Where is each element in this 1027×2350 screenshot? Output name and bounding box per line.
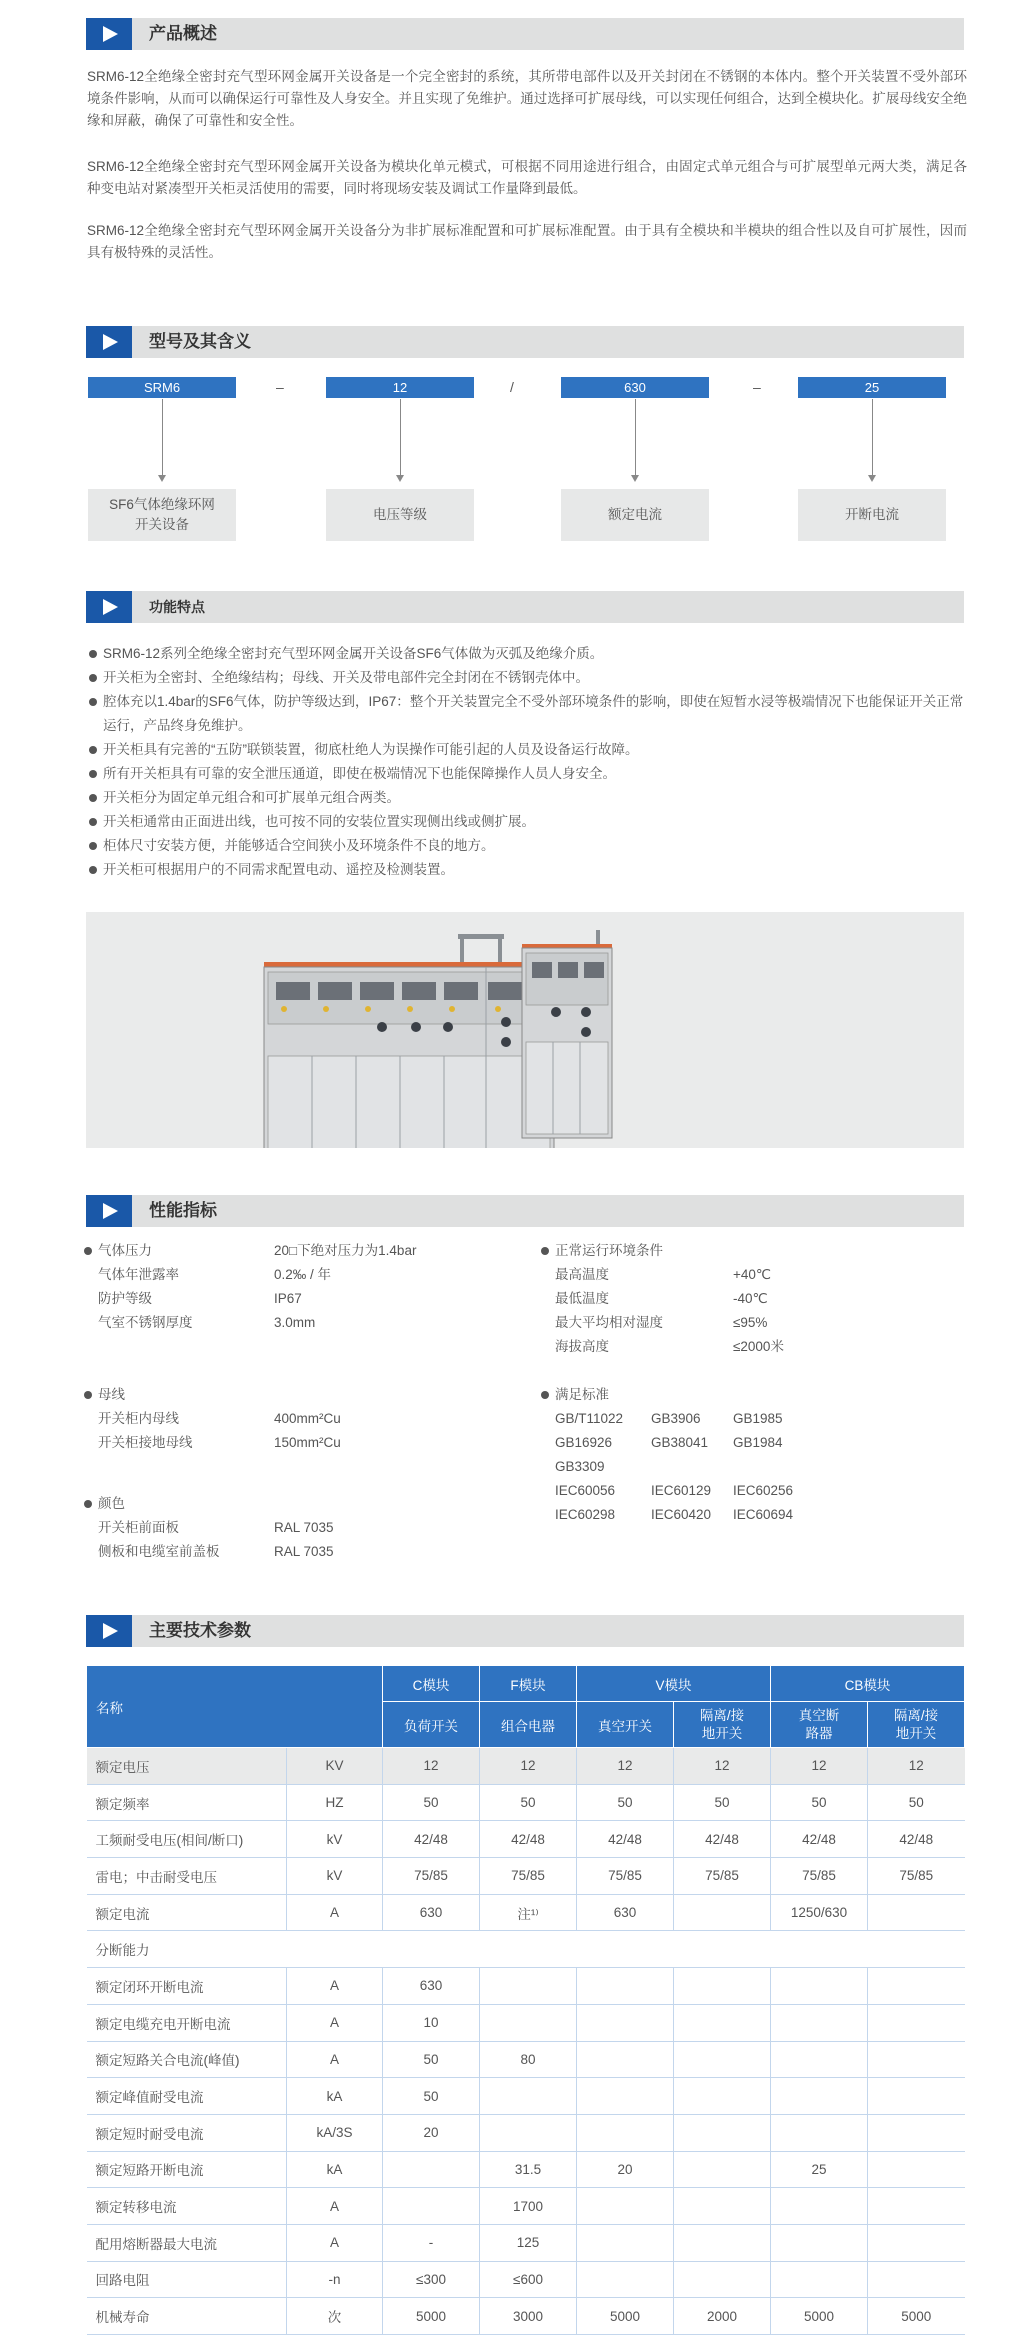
table-cell: [771, 2041, 868, 2078]
spec-group-title: 颜色: [84, 1492, 524, 1516]
table-row: [87, 1931, 965, 1968]
table-cell: 50: [577, 1784, 674, 1821]
table-cell: [868, 2261, 965, 2298]
section-header-features: [86, 591, 964, 623]
table-cell: 12: [383, 1748, 480, 1785]
table-row: [87, 2188, 965, 2225]
table-cell: [577, 2261, 674, 2298]
table-cell: 额定电流: [87, 1894, 287, 1931]
table-row: [87, 2224, 965, 2261]
table-row: [87, 1858, 965, 1895]
table-cell: 42/48: [674, 1821, 771, 1858]
table-cell: [674, 2078, 771, 2115]
arrow-down-icon: [868, 475, 876, 482]
table-cell: 80: [480, 2041, 577, 2078]
table-group-header: V模块: [577, 1666, 771, 1702]
table-row: [87, 1968, 965, 2005]
spec-group-title: 正常运行环境条件: [541, 1239, 961, 1263]
table-cell: 50: [480, 1784, 577, 1821]
table-sub-header: 隔离/接地开关: [868, 1702, 965, 1748]
table-cell: [577, 2188, 674, 2225]
table-cell: 630: [383, 1968, 480, 2005]
table-row: [87, 1894, 965, 1931]
table-cell: kA: [287, 2078, 383, 2115]
table-cell: [868, 2151, 965, 2188]
section-title: 性能指标: [149, 1201, 217, 1220]
list-item: 开关柜为全密封、全绝缘结构；母线、开关及带电部件完全封闭在不锈钢壳体中。: [87, 666, 967, 690]
arrow-down-icon: [631, 475, 639, 482]
model-code-description: 开断电流: [798, 489, 946, 541]
table-cell: -: [383, 2224, 480, 2261]
table-cell: [771, 2114, 868, 2151]
section-title: 产品概述: [149, 24, 217, 43]
table-cell: 12: [674, 1748, 771, 1785]
table-cell: [674, 2114, 771, 2151]
table-cell: [577, 1968, 674, 2005]
table-cell: [674, 2041, 771, 2078]
table-cell: [383, 2151, 480, 2188]
table-cell: 额定电压: [87, 1748, 287, 1785]
table-cell: 10: [383, 2004, 480, 2041]
table-cell: KV: [287, 1748, 383, 1785]
table-cell: [577, 2224, 674, 2261]
table-cell: 50: [771, 1784, 868, 1821]
spec-row: 防护等级 IP67: [98, 1291, 302, 1306]
table-cell: [771, 1968, 868, 2005]
table-cell: 12: [868, 1748, 965, 1785]
table-cell: [577, 2114, 674, 2151]
table-cell: 50: [868, 1784, 965, 1821]
table-cell: 雷电；中击耐受电压: [87, 1858, 287, 1895]
table-cell: 5000: [771, 2298, 868, 2335]
section-header-overview: [86, 18, 964, 50]
product-image: [86, 912, 964, 1148]
spec-row: 开关柜接地母线 150mm²Cu: [98, 1435, 341, 1450]
table-group-header: CB模块: [771, 1666, 965, 1702]
list-item: 开关柜通常由正面进出线，也可按不同的安装位置实现侧出线或侧扩展。: [87, 810, 967, 834]
table-cell: 20: [383, 2114, 480, 2151]
table-cell: 50: [383, 1784, 480, 1821]
model-code-part: 630: [561, 377, 709, 398]
table-cell: 31.5: [480, 2151, 577, 2188]
table-cell: [868, 2078, 965, 2115]
connector-line: [872, 399, 873, 479]
table-cell: [674, 2151, 771, 2188]
list-item: 腔体充以1.4bar的SF6气体，防护等级达到，IP67：整个开关装置完全不受外部环境条件的影响，即使在短暂水浸等极端情况下也能保证开关正常运行，产品终身免维护。: [87, 690, 967, 738]
list-item: 开关柜分为固定单元组合和可扩展单元组合两类。: [87, 786, 967, 810]
play-arrow-icon: [86, 1615, 132, 1647]
table-cell: 42/48: [577, 1821, 674, 1858]
table-cell: [480, 1968, 577, 2005]
table-cell: [868, 1894, 965, 1931]
table-cell: 20: [577, 2151, 674, 2188]
table-row: [87, 1821, 965, 1858]
feature-list: [87, 642, 967, 882]
table-cell: [480, 2078, 577, 2115]
table-cell: ≤600: [480, 2261, 577, 2298]
table-cell: [674, 2224, 771, 2261]
table-cell: 注¹⁾: [480, 1894, 577, 1931]
table-cell: 630: [577, 1894, 674, 1931]
table-row: [87, 2004, 965, 2041]
table-cell: 工频耐受电压(相间/断口): [87, 1821, 287, 1858]
table-cell: 25: [771, 2151, 868, 2188]
spec-group-title: 气体压力 20□下绝对压力为1.4bar: [84, 1239, 524, 1263]
section-title: 功能特点: [149, 599, 205, 615]
table-cell: [868, 2224, 965, 2261]
model-code-separator: –: [753, 379, 761, 395]
table-cell: [868, 2004, 965, 2041]
spec-row: 海拔高度 ≤2000米: [555, 1339, 784, 1354]
model-code-part: SRM6: [88, 377, 236, 398]
table-cell: kA/3S: [287, 2114, 383, 2151]
table-cell: [577, 2004, 674, 2041]
table-cell: 2000: [674, 2298, 771, 2335]
connector-line: [162, 399, 163, 479]
table-cell: 1700: [480, 2188, 577, 2225]
table-cell: 额定闭环开断电流: [87, 1968, 287, 2005]
spec-group-color: [84, 1492, 524, 1564]
table-cell: 42/48: [771, 1821, 868, 1858]
table-cell: [674, 2261, 771, 2298]
list-item: 所有开关柜具有可靠的安全泄压通道，即使在极端情况下也能保障操作人员人身安全。: [87, 762, 967, 786]
table-row: [87, 2114, 965, 2151]
spec-group-gas: [84, 1239, 524, 1335]
table-cell: 630: [383, 1894, 480, 1931]
spec-row: 气体年泄露率 0.2‰ / 年: [98, 1267, 332, 1282]
table-row: [87, 2078, 965, 2115]
table-cell: [674, 2004, 771, 2041]
table-cell: [577, 2041, 674, 2078]
table-cell: 额定短路关合电流(峰值): [87, 2041, 287, 2078]
table-row: [87, 2151, 965, 2188]
switchgear-illustration: [86, 912, 964, 1148]
table-cell: A: [287, 2004, 383, 2041]
table-cell: [771, 2078, 868, 2115]
overview-paragraph: SRM6-12全绝缘全密封充气型环网金属开关设备为模块化单元模式，可根据不同用途进行组合，由固定式单元组合与可扩展型单元两大类，满足各种变电站对紧凑型开关柜灵活使用的需要，同时将现场安装及调试工作量降到最低。: [87, 159, 967, 196]
table-group-header: C模块: [383, 1666, 480, 1702]
table-cell: kA: [287, 2151, 383, 2188]
list-item: 柜体尺寸安装方便，并能够适合空间狭小及环境条件不良的地方。: [87, 834, 967, 858]
model-code-description: 电压等级: [326, 489, 474, 541]
table-cell: 3000: [480, 2298, 577, 2335]
section-title: 型号及其含义: [149, 332, 251, 351]
table-cell: [577, 2078, 674, 2115]
table-cell: [480, 2004, 577, 2041]
table-cell: 额定电缆充电开断电流: [87, 2004, 287, 2041]
table-cell: HZ: [287, 1784, 383, 1821]
table-cell: 75/85: [480, 1858, 577, 1895]
table-cell: [674, 2188, 771, 2225]
model-code-description: 额定电流: [561, 489, 709, 541]
table-cell: 额定频率: [87, 1784, 287, 1821]
table-cell: ≤300: [383, 2261, 480, 2298]
table-cell: [868, 2114, 965, 2151]
table-cell: kV: [287, 1858, 383, 1895]
table-cell: [771, 2188, 868, 2225]
table-cell: 12: [577, 1748, 674, 1785]
table-cell: 回路电阻: [87, 2261, 287, 2298]
table-cell: A: [287, 1894, 383, 1931]
spec-group-title: 母线: [84, 1383, 524, 1407]
table-cell: 5000: [383, 2298, 480, 2335]
table-cell: 5000: [577, 2298, 674, 2335]
arrow-down-icon: [396, 475, 404, 482]
table-cell: [771, 2004, 868, 2041]
table-cell: [771, 2261, 868, 2298]
table-cell: 50: [383, 2078, 480, 2115]
table-cell: 12: [771, 1748, 868, 1785]
standards-list: GB/T11022 GB3906 GB1985 GB16926 GB38041 GB1984 GB3309 IEC60056 IEC60129 IEC60256 IEC60298 IEC60420 IEC60694: [555, 1411, 794, 1522]
table-sub-header: 负荷开关: [383, 1702, 480, 1748]
table-sub-header: 隔离/接地开关: [674, 1702, 771, 1748]
spec-group-title: 满足标准: [541, 1383, 961, 1407]
table-cell: A: [287, 2041, 383, 2078]
spec-row: 开关柜内母线 400mm²Cu: [98, 1411, 341, 1426]
table-cell: 75/85: [383, 1858, 480, 1895]
table-cell: 额定短路开断电流: [87, 2151, 287, 2188]
play-arrow-icon: [86, 1195, 132, 1227]
table-cell: 额定短时耐受电流: [87, 2114, 287, 2151]
model-code-separator: –: [276, 379, 284, 395]
table-row: [87, 2261, 965, 2298]
table-cell: 42/48: [480, 1821, 577, 1858]
table-cell: 次: [287, 2298, 383, 2335]
play-arrow-icon: [86, 18, 132, 50]
table-cell: 额定转移电流: [87, 2188, 287, 2225]
table-cell: 12: [480, 1748, 577, 1785]
spec-row: 侧板和电缆室前盖板 RAL 7035: [98, 1544, 334, 1559]
table-cell: [674, 1968, 771, 2005]
table-sub-header: 组合电器: [480, 1702, 577, 1748]
table-sub-header: 真空断路器: [771, 1702, 868, 1748]
spec-row: 开关柜前面板 RAL 7035: [98, 1520, 334, 1535]
table-cell: 75/85: [577, 1858, 674, 1895]
section-header-model: [86, 326, 964, 358]
arrow-down-icon: [158, 475, 166, 482]
spec-row: 气室不锈钢厚度 3.0mm: [98, 1315, 316, 1330]
play-arrow-icon: [86, 326, 132, 358]
play-arrow-icon: [86, 591, 132, 623]
list-item: SRM6-12系列全绝缘全密封充气型环网金属开关设备SF6气体做为灭弧及绝缘介质。: [87, 642, 967, 666]
table-cell: 75/85: [868, 1858, 965, 1895]
table-cell: 42/48: [868, 1821, 965, 1858]
table-row: [87, 2041, 965, 2078]
spec-row: 最低温度 -40℃: [555, 1291, 768, 1306]
table-cell: 5000: [868, 2298, 965, 2335]
spec-group-busbar: [84, 1383, 524, 1455]
table-cell: A: [287, 2188, 383, 2225]
list-item: 开关柜可根据用户的不同需求配置电动、遥控及检测装置。: [87, 858, 967, 882]
table-cell: 额定峰值耐受电流: [87, 2078, 287, 2115]
table-cell: 配用熔断器最大电流: [87, 2224, 287, 2261]
table-cell: [674, 1894, 771, 1931]
table-cell: [480, 2114, 577, 2151]
table-cell: 75/85: [674, 1858, 771, 1895]
table-sub-header: 真空开关: [577, 1702, 674, 1748]
table-cell: -n: [287, 2261, 383, 2298]
table-cell: kV: [287, 1821, 383, 1858]
spec-row: 最大平均相对湿度 ≤95%: [555, 1315, 768, 1330]
model-code-separator: /: [510, 379, 514, 395]
table-cell: 机械寿命: [87, 2298, 287, 2335]
section-header-params: [86, 1615, 964, 1647]
table-cell: 125: [480, 2224, 577, 2261]
table-cell: A: [287, 1968, 383, 2005]
connector-line: [400, 399, 401, 479]
section-header-performance: [86, 1195, 964, 1227]
table-header-name: 名称: [87, 1666, 383, 1748]
table-cell: 75/85: [771, 1858, 868, 1895]
model-code-description: SF6气体绝缘环网开关设备: [88, 489, 236, 541]
tech-params-table: [86, 1665, 965, 2335]
table-group-header: F模块: [480, 1666, 577, 1702]
table-cell: [868, 1968, 965, 2005]
table-cell: [868, 2188, 965, 2225]
spec-group-standards: [541, 1383, 961, 1527]
spec-row: 最高温度 +40℃: [555, 1267, 772, 1282]
table-row: [87, 1748, 965, 1785]
model-code-part: 25: [798, 377, 946, 398]
table-cell: [383, 2188, 480, 2225]
overview-paragraph: SRM6-12全绝缘全密封充气型环网金属开关设备是一个完全密封的系统，其所带电部件以及开关封闭在不锈钢的本体内。整个开关装置不受外部环境条件影响，从而可以确保运行可靠性及人身安全。并且实现了免维护。通过选择可扩展母线，可以实现任何组合，达到全模块化。扩展母线安全绝缘和屏蔽，确保了可靠性和安全性。: [87, 69, 967, 128]
list-item: 开关柜具有完善的“五防”联锁装置，彻底杜绝人为误操作可能引起的人员及设备运行故障。: [87, 738, 967, 762]
table-cell: 50: [674, 1784, 771, 1821]
connector-line: [635, 399, 636, 479]
model-code-part: 12: [326, 377, 474, 398]
table-cell: 1250/630: [771, 1894, 868, 1931]
table-cell: 分断能力: [87, 1931, 965, 1968]
table-row: [87, 1784, 965, 1821]
overview-paragraph: SRM6-12全绝缘全密封充气型环网金属开关设备分为非扩展标准配置和可扩展标准配置。由于具有全模块和半模块的组合性以及自可扩展性，因而具有极特殊的灵活性。: [87, 223, 967, 260]
table-cell: 42/48: [383, 1821, 480, 1858]
table-cell: A: [287, 2224, 383, 2261]
table-cell: 50: [383, 2041, 480, 2078]
table-cell: [771, 2224, 868, 2261]
table-row: [87, 2298, 965, 2335]
section-title: 主要技术参数: [149, 1621, 251, 1640]
table-cell: [868, 2041, 965, 2078]
spec-group-environment: [541, 1239, 961, 1359]
